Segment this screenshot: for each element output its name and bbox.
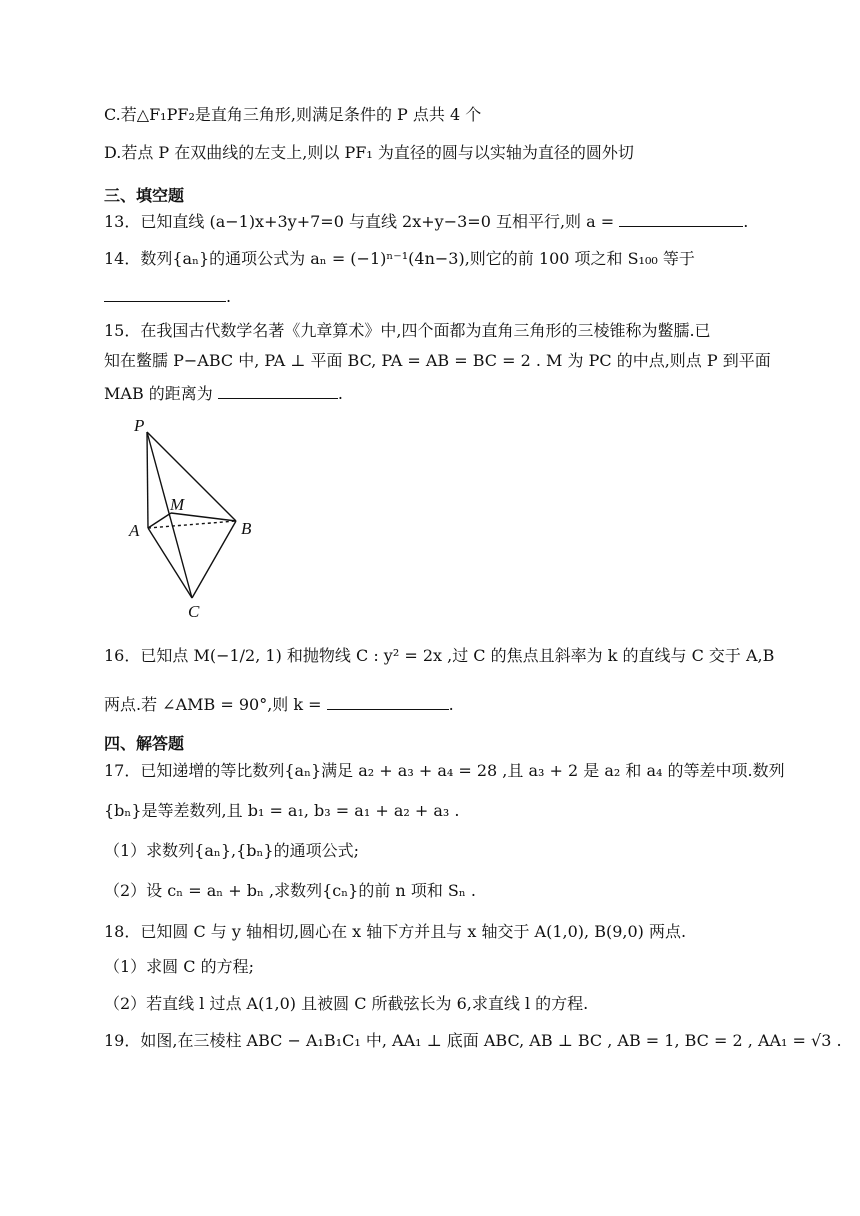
question-15-line3	[104, 383, 343, 405]
question-18-sub1: （1）求圆 C 的方程;	[104, 957, 254, 976]
question-14: 14．数列{aₙ}的通项公式为 aₙ = (−1)ⁿ⁻¹(4n−3),则它的前 100 项之和 S₁₀₀ 等于	[104, 249, 695, 268]
vertex-label-a: A	[129, 521, 140, 540]
question-18-sub2: （2）若直线 l 过点 A(1,0) 且被圆 C 所截弦长为 6,求直线 l 的方程.	[104, 994, 589, 1013]
answer-blank	[619, 212, 743, 227]
question-17-line2: {bₙ}是等差数列,且 b₁ = a₁, b₃ = a₁ + a₂ + a₃ .	[104, 801, 460, 820]
question-14-answer	[104, 286, 231, 308]
question-18-line1: 18．已知圆 C 与 y 轴相切,圆心在 x 轴下方并且与 x 轴交于 A(1,0), B(9,0) 两点.	[104, 922, 687, 941]
question-16-line1: 16．已知点 M(−1/2, 1) 和抛物线 C : y² = 2x ,过 C 的焦点且斜率为 k 的直线与 C 交于 A,B	[104, 646, 775, 665]
question-17-sub1: （1）求数列{aₙ},{bₙ}的通项公式;	[104, 841, 360, 860]
answer-blank	[218, 384, 338, 399]
question-17-line1: 17．已知递增的等比数列{aₙ}满足 a₂ + a₃ + a₄ = 28 ,且 a₃ + 2 是 a₂ 和 a₄ 的等差中项.数列	[104, 761, 785, 780]
question-15-line2: 知在鳖臑 P−ABC 中, PA ⊥ 平面 BC, PA = AB = BC = 2 . M 为 PC 的中点,则点 P 到平面	[104, 351, 771, 370]
question-16-end: .	[448, 695, 454, 714]
answer-blank	[104, 287, 226, 302]
vertex-label-m: M	[170, 495, 185, 514]
option-c: C.若△F₁PF₂是直角三角形,则满足条件的 P 点共 4 个	[104, 105, 482, 124]
question-13-end: .	[743, 212, 749, 231]
vertex-label-b: B	[241, 519, 252, 538]
question-13	[104, 211, 748, 233]
vertex-label-p: P	[134, 416, 145, 435]
question-16-line2	[104, 694, 454, 716]
vertex-label-c: C	[188, 602, 200, 621]
section-fill-in-title: 三、填空题	[104, 186, 185, 205]
tetrahedron-figure	[120, 412, 270, 622]
question-13-text: 13．已知直线 (a−1)x+3y+7=0 与直线 2x+y−3=0 互相平行,则 a =	[104, 212, 615, 231]
question-15-end: .	[337, 384, 343, 403]
question-15-line1: 15．在我国古代数学名著《九章算术》中,四个面都为直角三角形的三棱锥称为鳖臑.已	[104, 321, 711, 340]
question-15-text: MAB 的距离为	[104, 384, 213, 403]
question-17-sub2: （2）设 cₙ = aₙ + bₙ ,求数列{cₙ}的前 n 项和 Sₙ .	[104, 881, 476, 900]
section-solutions-title: 四、解答题	[104, 734, 185, 753]
question-19-line1: 19．如图,在三棱柱 ABC − A₁B₁C₁ 中, AA₁ ⊥ 底面 ABC, AB ⊥ BC , AB = 1, BC = 2 , AA₁ = √3 .	[104, 1031, 842, 1050]
option-d: D.若点 P 在双曲线的左支上,则以 PF₁ 为直径的圆与以实轴为直径的圆外切	[104, 143, 634, 162]
question-14-end: .	[226, 287, 232, 306]
question-16-text: 两点.若 ∠AMB = 90°,则 k =	[104, 695, 322, 714]
answer-blank	[327, 695, 449, 710]
